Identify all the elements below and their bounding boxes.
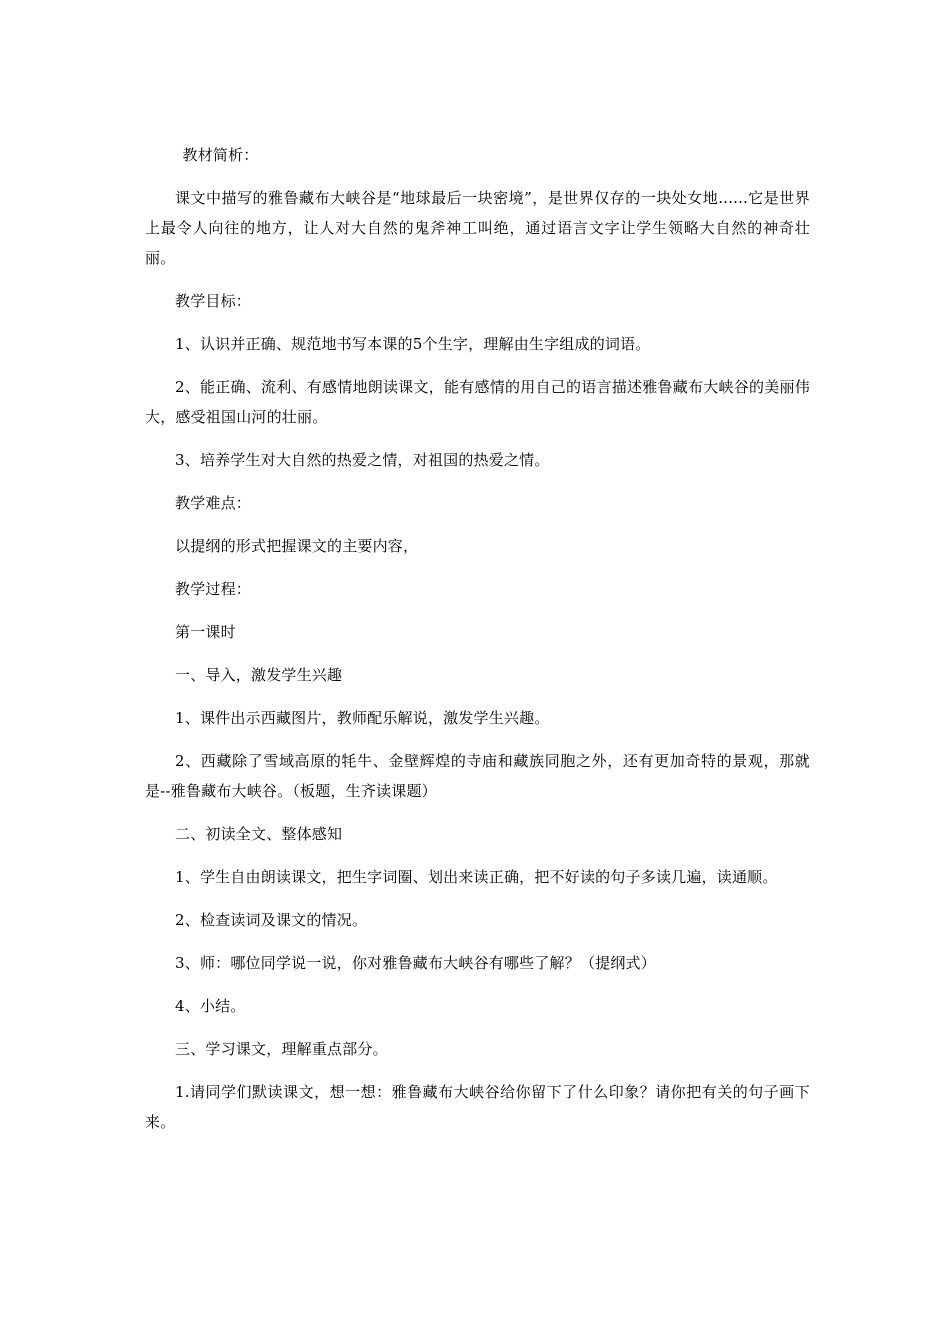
heading-teaching-difficulty: 教学难点： <box>175 494 252 512</box>
section-two-item-2: 2、检查读词及课文的情况。 <box>175 911 368 929</box>
document-body <box>145 140 810 1137</box>
section-one-item-1: 1、课件出示西藏图片，教师配乐解说，激发学生兴趣。 <box>175 709 550 727</box>
section-two-item-4: 4、小结。 <box>175 997 246 1015</box>
heading-teaching-goals: 教学目标： <box>175 292 252 310</box>
section-three-heading: 三、学习课文，理解重点部分。 <box>175 1040 388 1058</box>
teaching-difficulty: 以提纲的形式把握课文的主要内容， <box>175 537 419 555</box>
paragraph-material-analysis: 课文中描写的雅鲁藏布大峡谷是“地球最后一块密境”，是世界仅存的一块处女地......它是世界上最令人向往的地方，让人对大自然的鬼斧神工叫绝，通过语言文字让学生领略大自然的神奇壮丽。 <box>145 189 810 267</box>
section-three-item-1: 1.请同学们默读课文，想一想：雅鲁藏布大峡谷给你留下了什么印象？请你把有关的句子画下来。 <box>145 1083 810 1131</box>
section-one-heading: 一、导入，激发学生兴趣 <box>175 666 343 684</box>
section-two-item-1: 1、学生自由朗读课文，把生字词圈、划出来读正确，把不好读的句子多读几遍，读通顺。 <box>175 868 778 886</box>
heading-teaching-process: 教学过程： <box>175 580 252 598</box>
section-one-item-2: 2、西藏除了雪域高原的牦牛、金壁辉煌的寺庙和藏族同胞之外，还有更加奇特的景观，那就是--雅鲁藏布大峡谷。（板题，生齐读课题） <box>145 752 810 800</box>
heading-material-analysis: 教材简析： <box>182 146 259 164</box>
section-two-heading: 二、初读全文、整体感知 <box>175 825 343 843</box>
lesson-one-title: 第一课时 <box>175 623 236 641</box>
goal-1: 1、认识并正确、规范地书写本课的5个生字，理解由生字组成的词语。 <box>175 335 651 353</box>
goal-2: 2、能正确、流利、有感情地朗读课文，能有感情的用自己的语言描述雅鲁藏布大峡谷的美丽伟大，感受祖国山河的壮丽。 <box>145 378 810 426</box>
section-two-item-3: 3、师：哪位同学说一说，你对雅鲁藏布大峡谷有哪些了解？（提纲式） <box>175 954 656 972</box>
goal-3: 3、培养学生对大自然的热爱之情，对祖国的热爱之情。 <box>175 451 550 469</box>
